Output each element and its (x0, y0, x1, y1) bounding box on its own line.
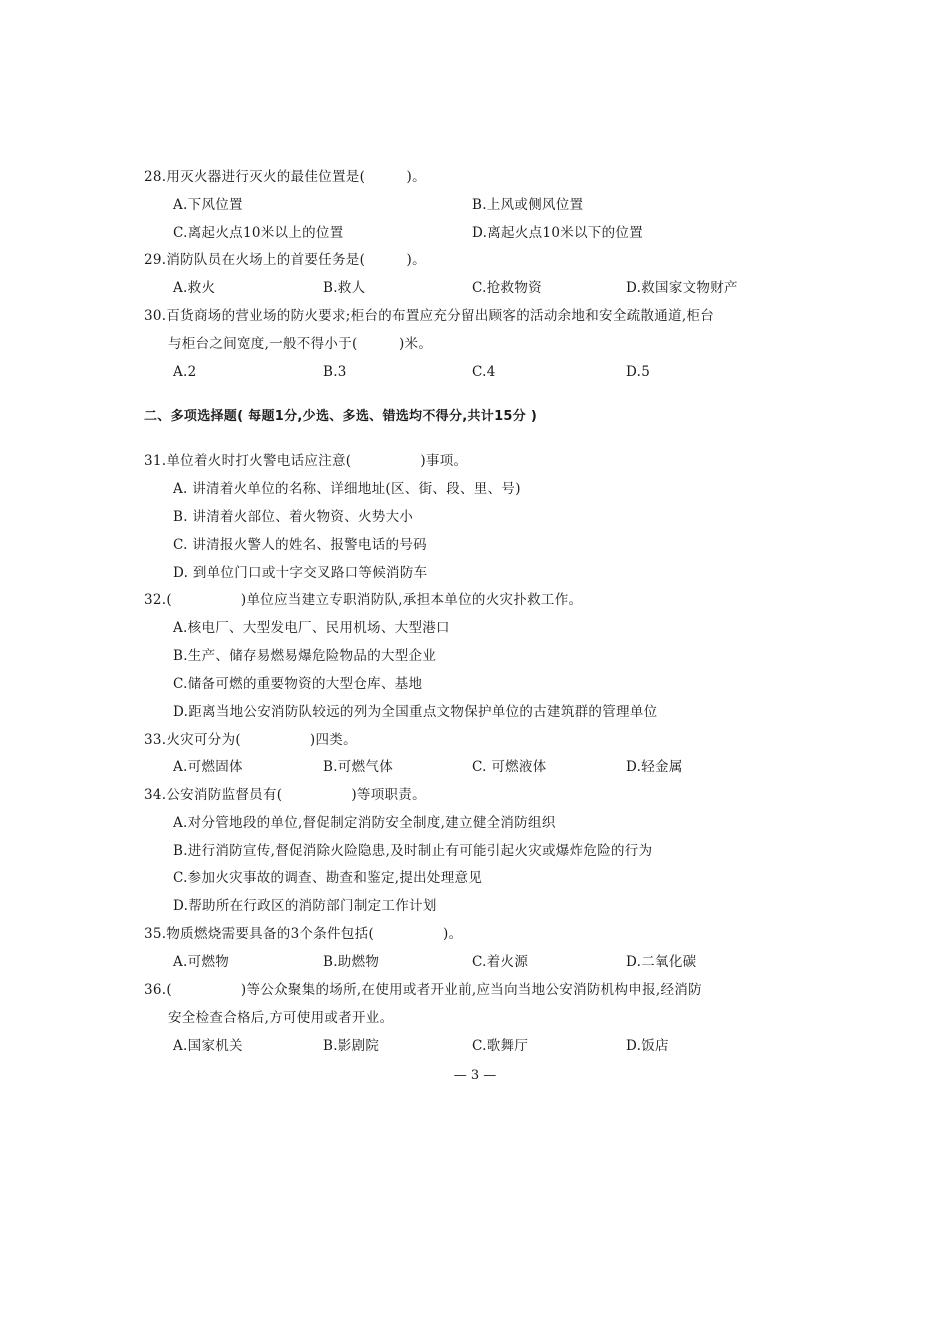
question-29-option-c: C.抢救物资 (472, 280, 542, 296)
question-34-option-d: D.帮助所在行政区的消防部门制定工作计划 (173, 898, 437, 914)
question-30-stem-line-2: 与柜台之间宽度,一般不得小于( )米。 (168, 336, 433, 352)
question-29-option-a: A.救火 (173, 280, 216, 296)
question-29-option-b: B.救人 (323, 280, 366, 296)
question-30-stem-line-1: 30.百货商场的营业场的防火要求;柜台的布置应充分留出顾客的活动余地和安全疏散通道,柜台 (144, 308, 715, 324)
question-32-option-a: A.核电厂、大型发电厂、民用机场、大型港口 (173, 620, 450, 636)
question-35-option-d: D.二氧化碳 (626, 954, 697, 970)
question-36-option-d: D.饭店 (626, 1038, 669, 1054)
question-35-stem: 35.物质燃烧需要具备的3个条件包括( )。 (144, 926, 463, 942)
question-36-option-a: A.国家机关 (173, 1038, 243, 1054)
question-33-option-b: B.可燃气体 (323, 759, 394, 775)
question-34-option-b: B.进行消防宣传,督促消除火险隐患,及时制止有可能引起火灾或爆炸危险的行为 (173, 843, 653, 859)
question-34-stem: 34.公安消防监督员有( )等项职责。 (144, 787, 426, 803)
question-32-stem: 32.( )单位应当建立专职消防队,承担本单位的火灾扑救工作。 (144, 592, 583, 608)
question-32-option-b: B.生产、储存易燃易爆危险物品的大型企业 (173, 648, 437, 664)
question-28-option-c: C.离起火点10米以上的位置 (173, 225, 344, 241)
question-35-option-a: A.可燃物 (173, 954, 230, 970)
question-32-option-d: D.距离当地公安消防队较远的列为全国重点文物保护单位的古建筑群的管理单位 (173, 704, 658, 720)
question-34-option-a: A.对分管地段的单位,督促制定消防安全制度,建立健全消防组织 (173, 815, 556, 831)
question-35-option-c: C.着火源 (472, 954, 529, 970)
question-30-option-b: B.3 (323, 364, 347, 380)
question-36-stem-line-1: 36.( )等公众聚集的场所,在使用或者开业前,应当向当地公安消防机构申报,经消防 (144, 982, 702, 998)
page-number: — 3 — (453, 1068, 497, 1083)
question-33-option-a: A.可燃固体 (173, 759, 243, 775)
question-33-option-c: C. 可燃液体 (472, 759, 547, 775)
question-35-option-b: B.助燃物 (323, 954, 380, 970)
question-33-option-d: D.轻金属 (626, 759, 683, 775)
question-36-option-b: B.影剧院 (323, 1038, 380, 1054)
question-28-option-b: B.上风或侧风位置 (472, 197, 584, 213)
question-32-option-c: C.储备可燃的重要物资的大型仓库、基地 (173, 676, 423, 692)
question-36-stem-line-2: 安全检查合格后,方可使用或者开业。 (168, 1010, 394, 1026)
question-28-option-d: D.离起火点10米以下的位置 (472, 225, 644, 241)
section-2-title: 二、多项选择题( 每题1分,少选、多选、错选均不得分,共计15分 ) (144, 409, 538, 424)
question-29-stem: 29.消防队员在火场上的首要任务是( )。 (144, 252, 426, 268)
question-33-stem: 33.火灾可分为( )四类。 (144, 732, 357, 748)
question-36-option-c: C.歌舞厅 (472, 1038, 529, 1054)
question-31-option-b: B. 讲清着火部位、着火物资、火势大小 (173, 509, 414, 525)
question-31-option-d: D. 到单位门口或十字交叉路口等候消防车 (173, 565, 428, 581)
question-30-option-c: C.4 (472, 364, 496, 380)
question-31-option-c: C. 讲清报火警人的姓名、报警电话的号码 (173, 537, 427, 553)
question-28-option-a: A.下风位置 (173, 197, 243, 213)
question-31-stem: 31.单位着火时打火警电话应注意( )事项。 (144, 453, 468, 469)
question-31-option-a: A. 讲清着火单位的名称、详细地址(区、街、段、里、号) (173, 481, 521, 497)
question-28-stem: 28.用灭火器进行灭火的最佳位置是( )。 (144, 169, 426, 185)
question-34-option-c: C.参加火灾事故的调查、勘查和鉴定,提出处理意见 (173, 870, 483, 886)
question-30-option-d: D.5 (626, 364, 651, 380)
question-29-option-d: D.救国家文物财产 (626, 280, 738, 296)
question-30-option-a: A.2 (173, 364, 197, 380)
